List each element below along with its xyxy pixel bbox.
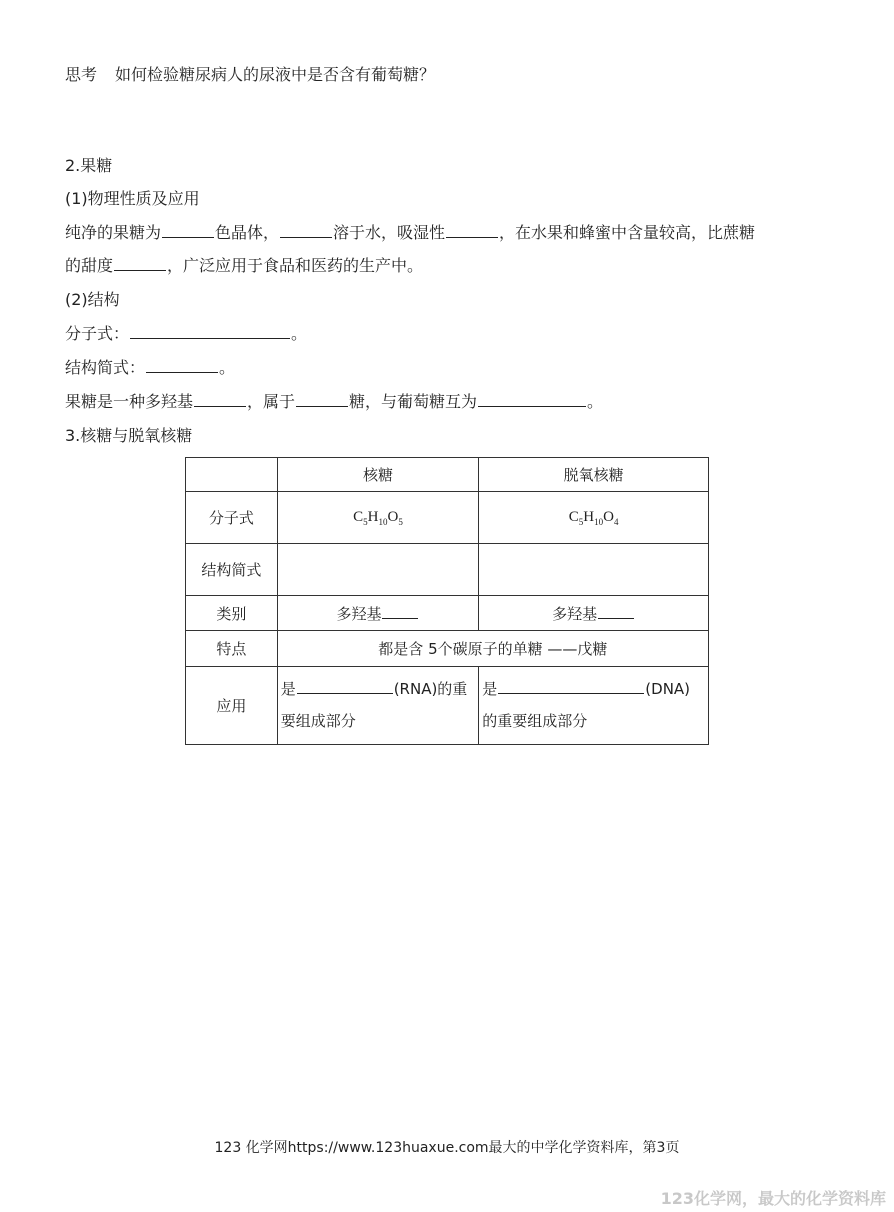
ribose-formula: $C_5H_{10}O_5$ [277, 492, 479, 544]
table-row [186, 631, 709, 667]
row-label-feature: 特点 [186, 631, 278, 667]
table-row [186, 492, 709, 544]
physical-properties-heading: (1)物理性质及应用 [65, 189, 200, 208]
fructose-paragraph-3: 果糖是一种多羟基 ，属于 糖，与葡萄糖互为 。 [65, 392, 604, 411]
ribose-comparison-table [185, 457, 709, 745]
row-label-application: 应用 [186, 667, 278, 745]
blank-solubility [280, 222, 332, 238]
table-row [186, 544, 709, 596]
deoxyribose-category: 多羟基 [479, 596, 709, 631]
deoxyribose-application: 是 (DNA) 的重要组成部分 [479, 667, 709, 745]
think-question [65, 64, 435, 86]
blank-hydroxy [194, 391, 246, 407]
blank-structural-formula [146, 357, 218, 373]
blank-color [162, 222, 214, 238]
page-footer: 123 化学网https://www.123huaxue.com最大的中学化学资料库，第3页 [214, 1140, 680, 1156]
row-label-formula: 分子式 [186, 492, 278, 544]
fructose-heading: 2.果糖 [65, 156, 113, 175]
table-row [186, 596, 709, 631]
fructose-paragraph-2: 的甜度 ，广泛应用于食品和医药的生产中。 [65, 256, 424, 275]
ribose-structure-cell [277, 544, 479, 596]
think-text: 如何检验糖尿病人的尿液中是否含有葡萄糖？ [115, 65, 436, 84]
ribose-heading: 3.核糖与脱氧核糖 [65, 426, 193, 445]
table-row [186, 667, 709, 745]
row-label-structure: 结构简式 [186, 544, 278, 596]
fructose-paragraph-1: 纯净的果糖为 色晶体， 溶于水，吸湿性 ，在水果和蜂蜜中含量较高，比蔗糖 [65, 223, 756, 242]
blank-sweetness [114, 255, 166, 271]
think-prefix: 思考 [65, 65, 98, 84]
blank-hygroscopic [446, 222, 498, 238]
row-label-category: 类别 [186, 596, 278, 631]
deoxyribose-structure-cell [479, 544, 709, 596]
table-header-row [186, 458, 709, 492]
feature-text: 都是含 5个碳原子的单糖 ——戊糖 [277, 631, 708, 667]
table-corner-cell [186, 458, 278, 492]
molecular-formula-line: 分子式： 。 [65, 324, 308, 343]
structural-formula-line: 结构简式： 。 [65, 358, 236, 377]
header-deoxyribose: 脱氧核糖 [479, 458, 709, 492]
header-ribose: 核糖 [277, 458, 479, 492]
watermark-text: 123化学网，最大的化学资料库 [660, 1189, 886, 1208]
ribose-application: 是 (RNA)的重 要组成部分 [277, 667, 479, 745]
ribose-category: 多羟基 [277, 596, 479, 631]
structure-heading: (2)结构 [65, 290, 120, 309]
deoxyribose-formula: $C_5H_{10}O_4$ [479, 492, 709, 544]
blank-molecular-formula [130, 323, 290, 339]
blank-isomer [478, 391, 586, 407]
blank-sugar-type [296, 391, 348, 407]
